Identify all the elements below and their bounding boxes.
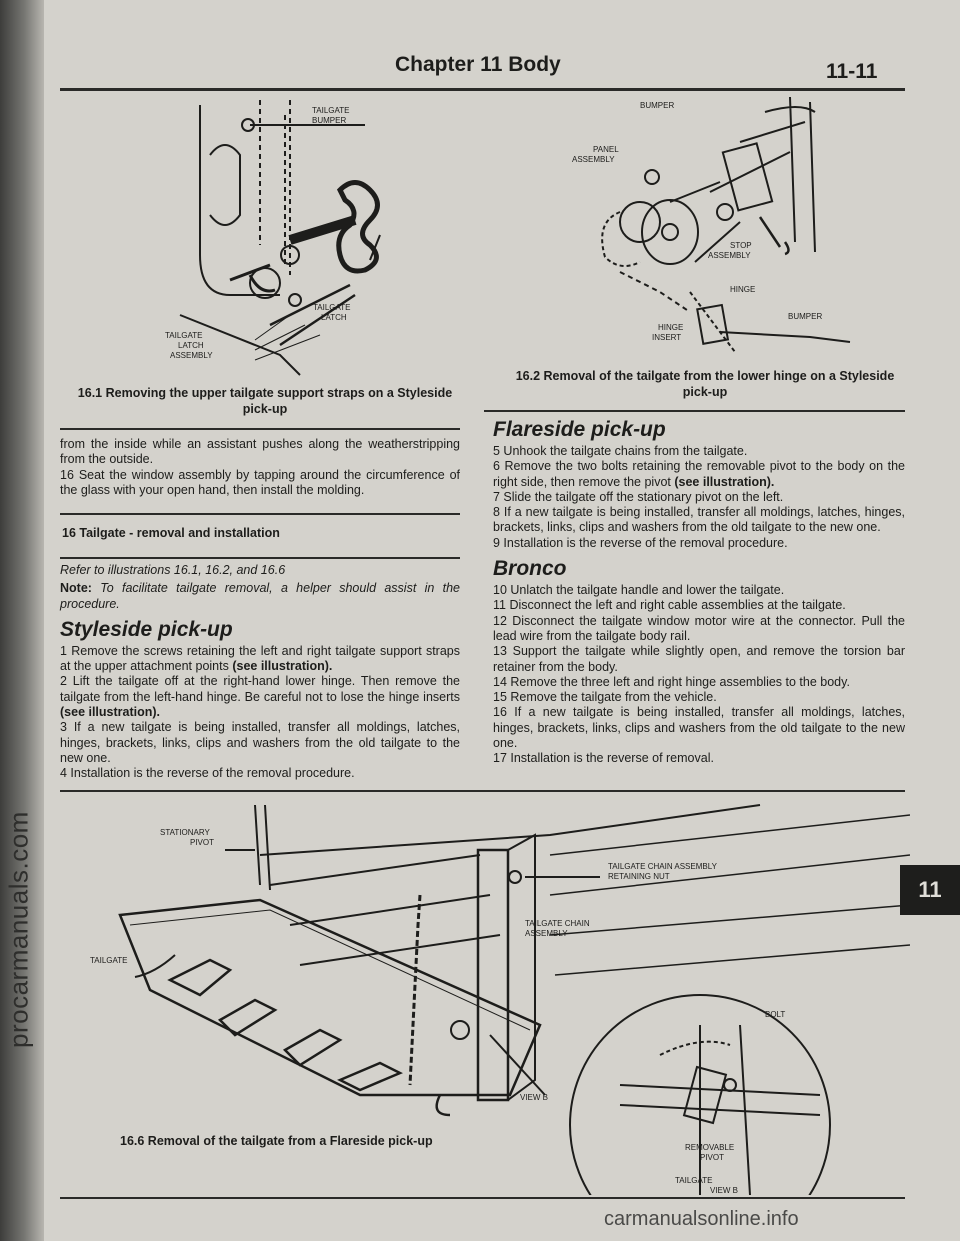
svg-text:PANEL: PANEL	[593, 145, 619, 154]
figure-16-2	[560, 92, 860, 367]
section-heading-box	[60, 513, 460, 559]
svg-text:ASSEMBLY: ASSEMBLY	[572, 155, 615, 164]
left-text-main	[60, 563, 460, 782]
note-text: To facilitate tailgate removal, a helper should assist in the procedure.	[60, 581, 460, 611]
svg-text:ASSEMBLY: ASSEMBLY	[170, 351, 213, 360]
svg-text:BUMPER: BUMPER	[312, 116, 347, 125]
svg-text:HINGE: HINGE	[658, 323, 684, 332]
step-15: 15 Remove the tailgate from the vehicle.	[493, 690, 717, 705]
figure-16-2-caption: 16.2 Removal of the tailgate from the lower hinge on a Styleside pick-up	[515, 369, 895, 399]
figure-16-6-caption: 16.6 Removal of the tailgate from a Flareside pick-up	[120, 1134, 433, 1148]
section-title: 16 Tailgate - removal and installation	[62, 526, 280, 540]
svg-text:HINGE: HINGE	[730, 285, 756, 294]
svg-text:REMOVABLE: REMOVABLE	[685, 1143, 735, 1152]
side-watermark: procarmanuals.com	[3, 811, 34, 1049]
chapter-tab: 11	[900, 865, 960, 915]
svg-text:LATCH: LATCH	[321, 313, 347, 322]
figure-16-1-caption: 16.1 Removing the upper tailgate support straps on a Styleside pick-up	[77, 386, 453, 416]
step-4: 4 Installation is the reverse of the removal procedure.	[60, 766, 355, 781]
svg-text:INSERT: INSERT	[652, 333, 682, 342]
svg-text:BUMPER: BUMPER	[640, 101, 675, 110]
refer-line: Refer to illustrations 16.1, 16.2, and 16.6	[60, 563, 286, 577]
header-rule	[60, 88, 905, 91]
step-6: 6 Remove the two bolts retaining the removable pivot to the body on the right side, then remove the pivot (see illustration).	[493, 459, 905, 489]
step-1: 1 Remove the screws retaining the left and right tailgate support straps at the upper attachment points (see illustration).	[60, 643, 460, 674]
paragraph: 16 Seat the window assembly by tapping around the circumference of the glass with your open hand, then install the molding.	[60, 467, 460, 497]
heading-bronco: Bronco	[493, 557, 567, 581]
svg-text:STOP: STOP	[730, 241, 752, 250]
note-label: Note:	[60, 581, 92, 596]
svg-text:ASSEMBLY: ASSEMBLY	[525, 929, 568, 938]
page-number: 11-11	[826, 60, 878, 83]
step-14: 14 Remove the three left and right hinge assemblies to the body.	[493, 674, 850, 689]
step-16: 16 If a new tailgate is being installed, transfer all moldings, latches, hinges, brackets, links, clips and washers from the old tailgate to the new one.	[493, 705, 905, 751]
svg-text:TAILGATE: TAILGATE	[90, 956, 128, 965]
svg-text:STATIONARY: STATIONARY	[160, 828, 210, 837]
svg-text:ASSEMBLY: ASSEMBLY	[708, 251, 751, 260]
footer-watermark: carmanualsonline.info	[604, 1208, 799, 1230]
figure-16-1	[140, 95, 460, 385]
right-text	[493, 412, 905, 767]
svg-text:VIEW B: VIEW B	[710, 1186, 739, 1195]
chapter-title: Chapter 11 Body	[395, 53, 561, 76]
svg-text:PIVOT: PIVOT	[190, 838, 215, 847]
step-7: 7 Slide the tailgate off the stationary pivot on the left.	[493, 489, 784, 504]
heading-styleside: Styleside pick-up	[60, 617, 233, 641]
step-17: 17 Installation is the reverse of removal.	[493, 751, 714, 766]
svg-text:BUMPER: BUMPER	[788, 312, 823, 321]
svg-text:BOLT: BOLT	[765, 1010, 786, 1019]
step-5: 5 Unhook the tailgate chains from the tailgate.	[493, 444, 748, 458]
caption-rule-left	[60, 428, 460, 430]
bottom-figure-rule	[60, 790, 905, 792]
step-3: 3 If a new tailgate is being installed, transfer all moldings, latches, hinges, brackets, links, clips and washers from the old tailgate to the new one.	[60, 720, 460, 765]
svg-text:RETAINING NUT: RETAINING NUT	[608, 872, 670, 881]
step-13: 13 Support the tailgate while slightly open, and remove the torsion bar retainer from the body.	[493, 644, 905, 674]
svg-text:VIEW B: VIEW B	[520, 1093, 549, 1102]
svg-text:TAILGATE CHAIN: TAILGATE CHAIN	[525, 919, 590, 928]
svg-text:PIVOT: PIVOT	[700, 1153, 725, 1162]
step-2: 2 Lift the tailgate off at the right-hand lower hinge. Then remove the tailgate from the left-hand hinge. Be careful not to lose the hinge inserts (see illustration).	[60, 674, 460, 720]
step-12: 12 Disconnect the tailgate window motor wire at the connector. Pull the lead wire from the tailgate body rail.	[493, 613, 905, 643]
svg-text:TAILGATE CHAIN ASSEMBLY: TAILGATE CHAIN ASSEMBLY	[608, 862, 717, 871]
left-text-top	[60, 437, 460, 498]
paragraph: from the inside while an assistant pushes along the weatherstripping from the outside.	[60, 437, 460, 467]
svg-text:TAILGATE: TAILGATE	[313, 303, 351, 312]
svg-text:TAILGATE: TAILGATE	[165, 331, 203, 340]
note	[60, 581, 460, 612]
step-9: 9 Installation is the reverse of the removal procedure.	[493, 535, 788, 550]
heading-flareside: Flareside pick-up	[493, 418, 666, 441]
svg-text:TAILGATE: TAILGATE	[675, 1176, 713, 1185]
step-11: 11 Disconnect the left and right cable assemblies at the tailgate.	[493, 598, 846, 613]
page-bottom-rule	[60, 1197, 905, 1199]
svg-text:LATCH: LATCH	[178, 341, 204, 350]
step-8: 8 If a new tailgate is being installed, transfer all moldings, latches, hinges, brackets, links, clips and washers from the old tailgate to the new one.	[493, 505, 905, 535]
svg-text:TAILGATE: TAILGATE	[312, 106, 350, 115]
step-10: 10 Unlatch the tailgate handle and lower the tailgate.	[493, 583, 785, 598]
